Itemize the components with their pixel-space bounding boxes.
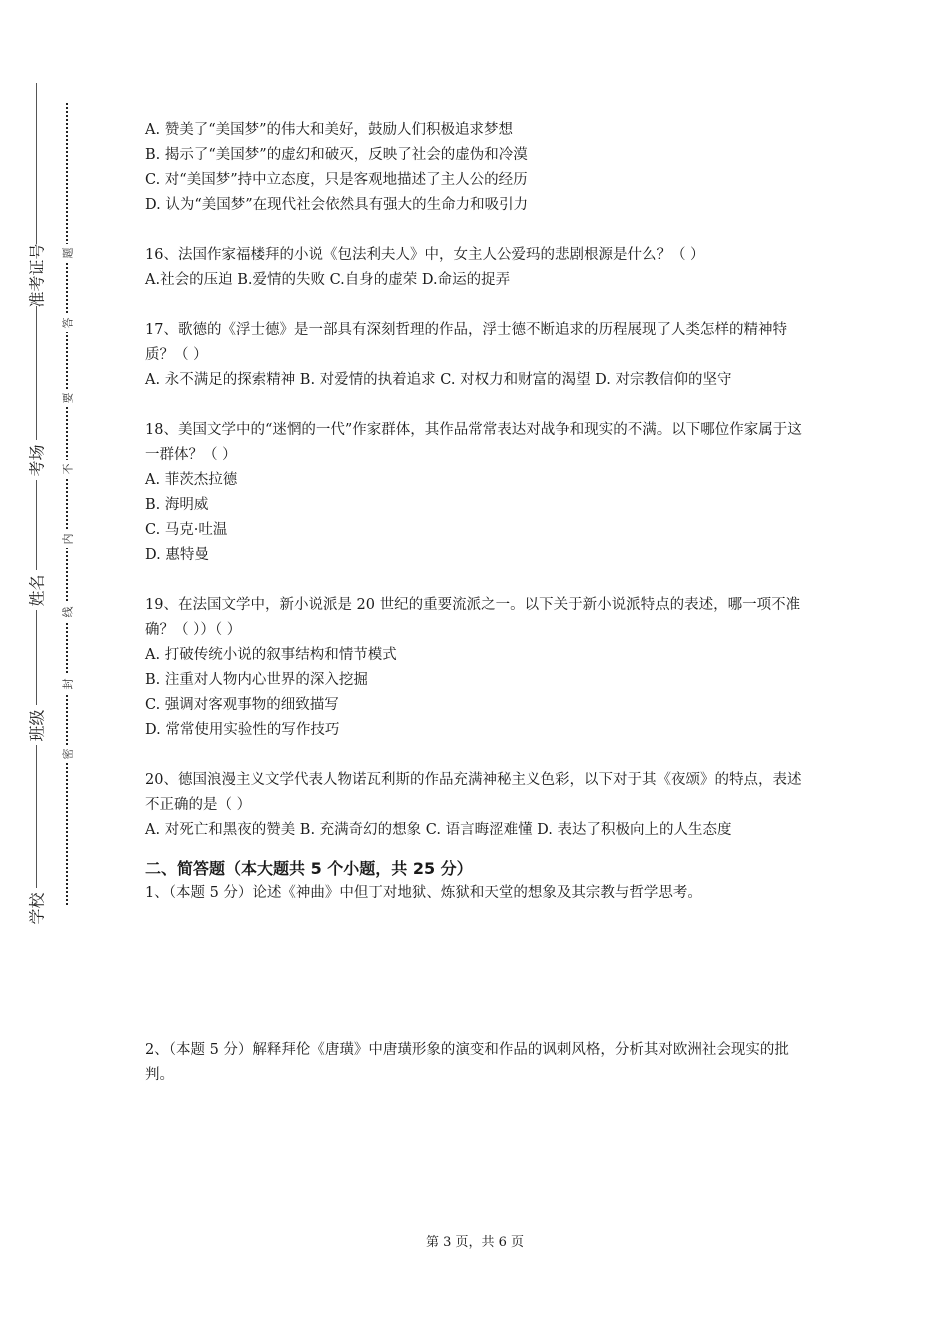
answer-space[interactable] (145, 906, 810, 1038)
question-stem: 19、在法国文学中，新小说派是 20 世纪的重要流派之一。以下关于新小说派特点的表述，哪一项不准确？（ ））（ ） (145, 597, 801, 638)
option-a: A. 菲茨杰拉德 (145, 472, 238, 488)
option-b: B. 揭示了“美国梦”的虚幻和破灭，反映了社会的虚伪和冷漠 (145, 147, 528, 163)
short-answer-1: 1、（本题 5 分）论述《神曲》中但丁对地狱、炼狱和天堂的想象及其宗教与哲学思考。 (145, 885, 702, 901)
exam-room-label: 考场 (24, 440, 48, 480)
question-stem: 16、法国作家福楼拜的小说《包法利夫人》中，女主人公爱玛的悲剧根源是什么？（ ） (145, 247, 705, 263)
option-c: C. 马克·吐温 (145, 522, 228, 538)
q15-options (145, 118, 810, 218)
question-20 (145, 768, 810, 843)
question-19 (145, 593, 810, 743)
option-d: D. 常常使用实验性的写作技巧 (145, 722, 340, 738)
question-stem: 18、美国文学中的“迷惘的一代”作家群体，其作品常常表达对战争和现实的不满。以下哪位作家属于这一群体？（ ） (145, 422, 802, 463)
page-number: 第 3 页，共 6 页 (425, 1235, 525, 1250)
seal-char: 答 (59, 314, 75, 332)
question-stem: 17、歌德的《浮士德》是一部具有深刻哲理的作品，浮士德不断追求的历程展现了人类怎样的精神特质？（ ） (145, 322, 787, 363)
question-17 (145, 318, 810, 393)
option-b: B. 注重对人物内心世界的深入挖掘 (145, 672, 368, 688)
seal-char: 线 (59, 603, 75, 621)
option-b: B. 海明威 (145, 497, 209, 513)
binding-line (36, 83, 37, 888)
option-c: C. 强调对客观事物的细致描写 (145, 697, 339, 713)
question-stem: 20、德国浪漫主义文学代表人物诺瓦利斯的作品充满神秘主义色彩，以下对于其《夜颂》的特点，表述不正确的是（ ） (145, 772, 802, 813)
seal-char: 封 (59, 675, 75, 693)
seal-char: 要 (59, 389, 75, 407)
seal-char: 内 (59, 530, 75, 548)
section-title: 二、简答题（本大题共 5 个小题，共 25 分） (145, 859, 473, 878)
exam-id-label: 准考证号 (24, 244, 48, 306)
option-a: A. 赞美了“美国梦”的伟大和美好，鼓励人们积极追求梦想 (145, 122, 514, 138)
option-a: A. 打破传统小说的叙事结构和情节模式 (145, 647, 397, 663)
question-18 (145, 418, 810, 568)
class-label: 班级 (24, 705, 48, 745)
school-label: 学校 (24, 888, 48, 928)
seal-char: 题 (59, 244, 75, 262)
question-options: A. 对死亡和黑夜的赞美 B. 充满奇幻的想象 C. 语言晦涩难懂 D. 表达了积极向上的人生态度 (145, 822, 732, 838)
short-answer-2: 2、（本题 5 分）解释拜伦《唐璜》中唐璜形象的演变和作品的讽刺风格，分析其对欧洲社会现实的批判。 (145, 1042, 789, 1083)
question-16 (145, 243, 810, 293)
seal-char: 不 (59, 460, 75, 478)
seal-dotted-line (66, 103, 68, 905)
exam-content (145, 118, 810, 1088)
question-options: A.社会的压迫 B.爱情的失败 C.自身的虚荣 D.命运的捉弄 (145, 272, 511, 288)
option-d: D. 惠特曼 (145, 547, 209, 563)
option-c: C. 对“美国梦”持中立态度，只是客观地描述了主人公的经历 (145, 172, 528, 188)
question-options: A. 永不满足的探索精神 B. 对爱情的执着追求 C. 对权力和财富的渴望 D. 对宗教信仰的坚守 (145, 372, 732, 388)
name-label: 姓名 (24, 570, 48, 610)
option-d: D. 认为“美国梦”在现代社会依然具有强大的生命力和吸引力 (145, 197, 529, 213)
seal-char: 密 (59, 745, 75, 763)
